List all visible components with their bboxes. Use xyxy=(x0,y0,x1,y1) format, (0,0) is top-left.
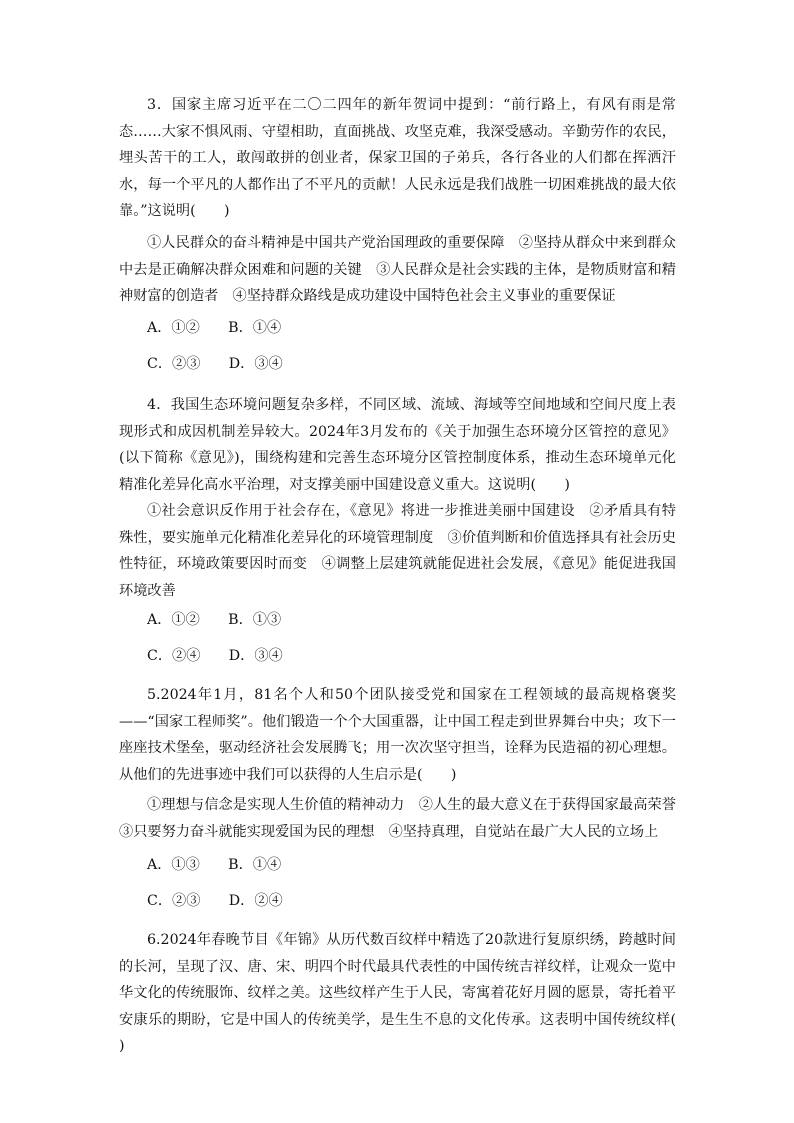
question-3-options-row2: C．②③ D．③④ xyxy=(147,356,283,372)
question-3-statements: ①人民群众的奋斗精神是中国共产党治国理政的重要保障 ②坚持从群众中来到群众中去是正确解决群众困难和问题的关键 ③人民群众是社会实践的主体，是物质财富和精神财富的创造者 ④坚持群众路线是成功建设中国特色社会主义事业的重要保证 xyxy=(119,235,676,304)
question-4-statements: ①社会意识反作用于社会存在，《意见》将进一步推进美丽中国建设 ②矛盾具有特殊性，要实施单元化精准化差异化的环境管理制度 ③价值判断和价值选择具有社会历史性特征，环境政策要因时而变 ④调整上层建筑就能促进社会发展，《意见》能促进我国环境改善 xyxy=(119,503,676,599)
question-5-options-row1: A．①③ B．①④ xyxy=(147,857,282,873)
question-5-stem: 5.2024年1月，81名个人和50个团队接受党和国家在工程领域的最高规格褒奖——“国家工程师奖”。他们锻造一个个大国重器，让中国工程走到世界舞台中央；攻下一座座技术堡垒，驱动经济社会发展腾飞；用一次次坚守担当，诠释为民造福的初心理想。从他们的先进事迹中我们可以获得的人生启示是( ) xyxy=(119,687,676,783)
question-4-options-row1: A．①② B．①③ xyxy=(147,612,282,628)
question-3-options-row1: A．①② B．①④ xyxy=(147,320,282,336)
question-5-options-row2: C．②③ D．②④ xyxy=(147,893,283,909)
question-6-stem: 6.2024年春晚节目《年锦》从历代数百纹样中精选了20款进行复原织绣，跨越时间的长河，呈现了汉、唐、宋、明四个时代最具代表性的中国传统吉祥纹样，让观众一览中华文化的传统服饰、纹样之美。这些纹样产生于人民，寄寓着花好月圆的愿景，寄托着平安康乐的期盼，它是中国人的传统美学，是生生不息的文化传承。这表明中国传统纹样( ) xyxy=(119,932,705,1054)
question-3-stem: 3．国家主席习近平在二〇二四年的新年贺词中提到：“前行路上，有风有雨是常态……大家不惧风雨、守望相助，直面挑战、攻坚克难，我深受感动。辛勤劳作的农民，埋头苦干的工人，敢闯敢拼的创业者，保家卫国的子弟兵，各行各业的人们都在挥洒汗水，每一个平凡的人都作出了不平凡的贡献！人民永远是我们战胜一切困难挑战的最大依靠。”这说明( ) xyxy=(119,97,676,219)
question-4-stem: 4．我国生态环境问题复杂多样，不同区域、流域、海域等空间地域和空间尺度上表现形式和成因机制差异较大。2024年3月发布的《关于加强生态环境分区管控的意见》(以下简称《意见》)，围绕构建和完善生态环境分区管控制度体系，推动生态环境单元化精准化差异化高水平治理，对支撑美丽中国建设意义重大。这说明( ) xyxy=(119,397,676,493)
question-5-statements: ①理想与信念是实现人生价值的精神动力 ②人生的最大意义在于获得国家最高荣誉 ③只要努力奋斗就能实现爱国为民的理想 ④坚持真理，自觉站在最广大人民的立场上 xyxy=(119,797,691,840)
question-4-options-row2: C．②④ D．③④ xyxy=(147,648,283,664)
